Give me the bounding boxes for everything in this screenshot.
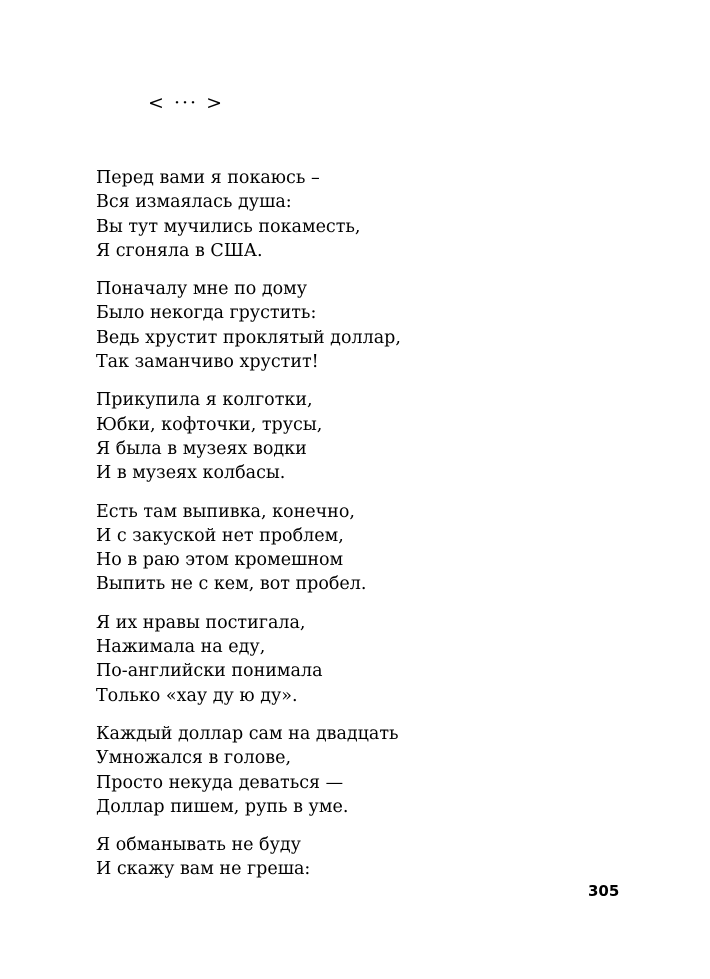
poem-line: Умножался в голове, bbox=[96, 748, 292, 769]
poem bbox=[96, 166, 656, 896]
poem-line: Но в раю этом кромешном bbox=[96, 550, 344, 571]
poem-line: И скажу вам не греша: bbox=[96, 859, 311, 880]
stanza-7 bbox=[96, 833, 656, 882]
poem-line: И в музеях колбасы. bbox=[96, 463, 286, 484]
poem-line: Я сгоняла в США. bbox=[96, 240, 263, 261]
section-separator: < ··· > bbox=[148, 92, 225, 114]
poem-line: Поначалу мне по дому bbox=[96, 279, 308, 300]
poem-line: Нажимала на еду, bbox=[96, 637, 266, 658]
poem-line: Так заманчиво хрустит! bbox=[96, 352, 319, 373]
poem-line: Ведь хрустит проклятый доллар, bbox=[96, 327, 401, 348]
poem-line: Было некогда грустить: bbox=[96, 303, 317, 324]
stanza-1 bbox=[96, 166, 656, 263]
poem-line: Доллар пишем, рупь в уме. bbox=[96, 796, 349, 817]
poem-line: Только «хау ду ю ду». bbox=[96, 685, 298, 706]
stanza-4 bbox=[96, 500, 656, 597]
stanza-5 bbox=[96, 611, 656, 708]
poem-line: Вы тут мучились покаместь, bbox=[96, 216, 361, 237]
poem-line: Просто некуда деваться — bbox=[96, 772, 344, 793]
stanza-3 bbox=[96, 388, 656, 485]
poem-line: Есть там выпивка, конечно, bbox=[96, 501, 355, 522]
poem-line: И с закуской нет проблем, bbox=[96, 525, 344, 546]
poem-line: Прикупила я колготки, bbox=[96, 390, 313, 411]
page-number: 305 bbox=[588, 882, 620, 900]
stanza-6 bbox=[96, 722, 656, 819]
poem-line: Перед вами я покаюсь – bbox=[96, 168, 320, 188]
poem-line: По-английски понимала bbox=[96, 661, 323, 682]
poem-line: Юбки, кофточки, трусы, bbox=[96, 414, 323, 435]
poem-line: Я была в музеях водки bbox=[96, 438, 307, 459]
poem-line: Выпить не с кем, вот пробел. bbox=[96, 574, 367, 595]
poem-line: Вся измаялась душа: bbox=[96, 192, 292, 213]
stanza-2 bbox=[96, 277, 656, 374]
poem-line: Я обманывать не буду bbox=[96, 835, 301, 856]
poem-line: Я их нравы постигала, bbox=[96, 612, 306, 633]
poem-line: Каждый доллар сам на двадцать bbox=[96, 723, 399, 744]
